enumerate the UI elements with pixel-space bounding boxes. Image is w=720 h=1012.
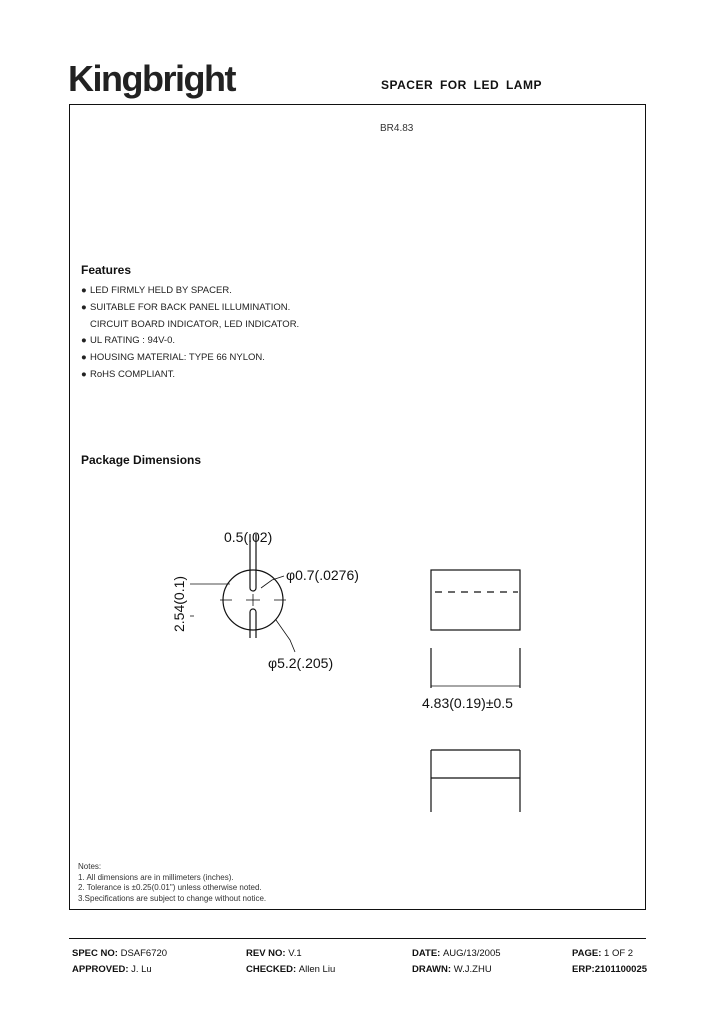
pitch-label: 2.54(0.1) <box>171 575 187 632</box>
note-item: 3.Specifications are subject to change without notice. <box>78 893 267 903</box>
bullet-icon: ● <box>81 285 87 296</box>
rev-no: REV NO: V.1 <box>246 948 302 959</box>
spacer-bottom-view <box>431 750 520 812</box>
date: DATE: AUG/13/2005 <box>412 948 501 959</box>
spec-no: SPEC NO: DSAF6720 <box>72 948 168 959</box>
feature-item: ● SUITABLE FOR BACK PANEL ILLUMINATION. <box>81 300 299 317</box>
feature-item: ● HOUSING MATERIAL: TYPE 66 NYLON. <box>81 350 299 367</box>
feature-item: ● RoHS COMPLIANT. <box>81 367 299 384</box>
bullet-icon: ● <box>81 352 87 364</box>
page-number: PAGE: 1 OF 2 <box>572 948 634 959</box>
features-list <box>81 283 299 384</box>
hole-diameter-label: φ0.7(.0276) <box>286 567 359 583</box>
document-title: SPACER FOR LED LAMP <box>381 78 542 92</box>
feature-item: ● UL RATING : 94V-0. <box>81 333 299 350</box>
approved: APPROVED: J. Lu <box>72 964 152 975</box>
length-dimension <box>431 648 520 688</box>
drawn: DRAWN: W.J.ZHU <box>412 964 492 975</box>
package-dimensions-heading: Package Dimensions <box>81 453 202 467</box>
spacer-side-view <box>431 570 520 630</box>
footer-divider <box>69 938 646 939</box>
feature-item: ● LED FIRMLY HELD BY SPACER. <box>81 283 299 300</box>
bullet-icon: ● <box>81 301 87 313</box>
features-heading: Features <box>81 263 132 277</box>
spacer-top-view <box>190 534 295 652</box>
feature-item-continuation: CIRCUIT BOARD INDICATOR, LED INDICATOR. <box>90 318 300 330</box>
part-number: BR4.83 <box>380 123 414 134</box>
outer-diameter-label: φ5.2(.205) <box>268 655 334 671</box>
bullet-icon: ● <box>81 335 87 347</box>
length-label: 4.83(0.19)±0.5 <box>422 695 513 711</box>
slot-width-label: 0.5(.02) <box>224 529 273 545</box>
note-item: 1. All dimensions are in millimeters (inches). <box>78 872 234 882</box>
bullet-icon: ● <box>81 368 87 380</box>
notes <box>78 862 266 904</box>
kingbright-logo: Kingbright <box>68 58 235 99</box>
checked: CHECKED: Allen Liu <box>246 964 336 975</box>
note-item: 2. Tolerance is ±0.25(0.01") unless otherwise noted. <box>78 883 262 893</box>
package-dimensions-drawing <box>160 520 540 820</box>
erp-number: ERP:2101100025 <box>572 964 648 975</box>
notes-heading: Notes: <box>78 862 102 871</box>
